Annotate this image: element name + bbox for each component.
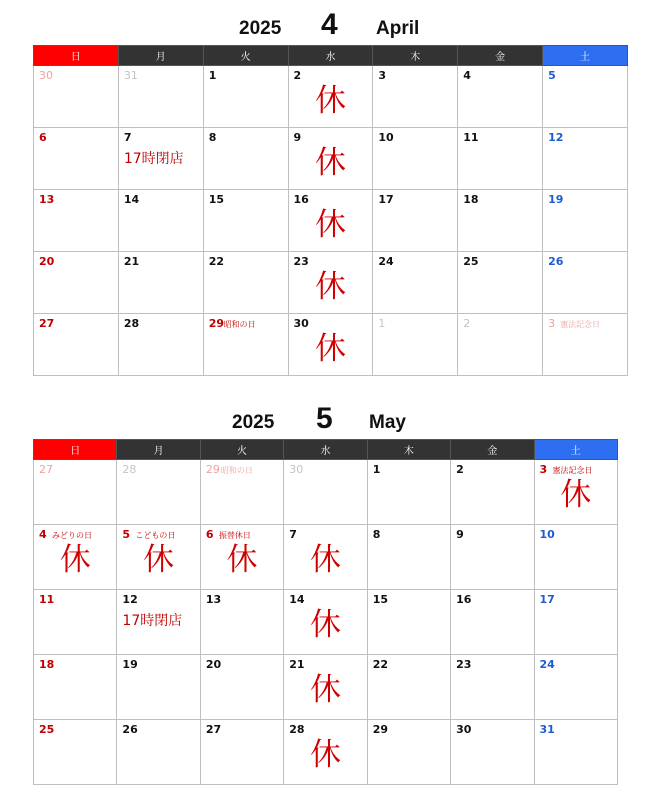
day-cell xyxy=(34,314,119,376)
day-cell xyxy=(458,190,543,252)
holiday-name: 昭和の日 xyxy=(220,466,253,475)
day-number: 24 xyxy=(539,658,555,671)
holiday-name: みどりの日 xyxy=(52,531,92,540)
day-cell xyxy=(288,190,373,252)
day-number: 2 xyxy=(293,69,302,82)
day-number: 16 xyxy=(456,593,472,606)
day-cell xyxy=(373,128,458,190)
day-cell xyxy=(200,655,283,720)
day-cell xyxy=(458,128,543,190)
day-cell xyxy=(117,460,200,525)
day-number: 21 xyxy=(289,658,305,671)
week-row xyxy=(34,590,618,655)
day-cell xyxy=(367,590,450,655)
weekday-friday: 金 xyxy=(458,46,543,66)
early-close-note: 17時閉店 xyxy=(123,151,184,167)
day-cell xyxy=(373,66,458,128)
day-number: 4 xyxy=(39,528,47,541)
day-number: 30 xyxy=(456,723,472,736)
day-number: 1 xyxy=(378,317,386,330)
day-cell xyxy=(451,460,534,525)
closed-mark: 休 xyxy=(143,542,175,578)
day-number: 26 xyxy=(122,723,138,736)
day-cell xyxy=(543,66,628,128)
day-number: 3 xyxy=(378,69,387,82)
day-number: 3 xyxy=(548,317,556,330)
holiday-name: 憲法記念日 xyxy=(552,466,593,475)
day-cell xyxy=(34,525,117,590)
day-cell xyxy=(534,720,617,785)
day-number: 30 xyxy=(289,463,304,476)
weekday-wednesday: 水 xyxy=(284,440,367,460)
day-cell xyxy=(534,460,617,525)
month-number: 4 xyxy=(321,8,338,41)
day-number: 18 xyxy=(463,193,479,206)
day-number: 15 xyxy=(372,593,388,606)
day-number: 13 xyxy=(205,593,222,606)
day-cell xyxy=(34,252,119,314)
day-cell xyxy=(203,252,288,314)
weekday-header-row xyxy=(34,440,618,460)
day-cell xyxy=(367,460,450,525)
day-number: 22 xyxy=(208,255,224,268)
day-number: 9 xyxy=(456,528,464,541)
day-number: 29 xyxy=(208,317,224,330)
day-number: 23 xyxy=(456,658,472,671)
day-cell xyxy=(534,655,617,720)
day-number: 6 xyxy=(39,131,47,144)
day-number: 8 xyxy=(208,131,217,144)
day-cell xyxy=(367,655,450,720)
day-number: 29 xyxy=(205,463,220,476)
day-number: 28 xyxy=(123,317,140,330)
day-cell xyxy=(118,252,203,314)
day-cell xyxy=(203,128,288,190)
weekday-wednesday: 水 xyxy=(288,46,373,66)
day-cell xyxy=(284,525,367,590)
day-cell xyxy=(451,525,534,590)
weekday-monday: 月 xyxy=(118,46,203,66)
day-number: 11 xyxy=(39,593,55,606)
closed-mark: 休 xyxy=(314,83,346,119)
day-number: 3 xyxy=(539,463,548,476)
holiday-name: 振替休日 xyxy=(218,531,251,540)
day-number: 31 xyxy=(123,69,138,82)
day-number: 23 xyxy=(293,255,309,268)
weekday-sunday: 日 xyxy=(34,440,117,460)
day-number: 18 xyxy=(39,658,55,671)
weekday-tuesday: 火 xyxy=(203,46,288,66)
closed-mark: 休 xyxy=(314,145,346,181)
day-cell xyxy=(203,314,288,376)
holiday-name: 憲法記念日 xyxy=(560,320,601,329)
day-number: 20 xyxy=(39,255,55,268)
day-number: 7 xyxy=(123,131,132,144)
day-number: 30 xyxy=(39,69,53,82)
day-number: 20 xyxy=(205,658,222,671)
month-name: April xyxy=(376,18,420,39)
day-number: 22 xyxy=(372,658,388,671)
week-row xyxy=(34,314,628,376)
day-number: 13 xyxy=(39,193,55,206)
day-cell xyxy=(118,128,203,190)
week-row xyxy=(34,460,618,525)
day-number: 14 xyxy=(123,193,140,206)
day-cell xyxy=(34,460,117,525)
day-number: 9 xyxy=(293,131,302,144)
day-cell xyxy=(534,590,617,655)
day-number: 1 xyxy=(208,69,217,82)
week-row xyxy=(34,525,618,590)
day-number: 12 xyxy=(122,593,138,606)
day-number: 25 xyxy=(39,723,55,736)
day-cell xyxy=(543,314,628,376)
weekday-sunday: 日 xyxy=(34,46,119,66)
day-number: 1 xyxy=(372,463,381,476)
day-number: 27 xyxy=(39,317,55,330)
day-cell xyxy=(284,460,367,525)
calendar-grid xyxy=(33,439,618,785)
day-cell xyxy=(373,252,458,314)
day-number: 28 xyxy=(122,463,137,476)
day-cell xyxy=(118,190,203,252)
day-number: 31 xyxy=(539,723,555,736)
day-cell xyxy=(284,655,367,720)
day-cell xyxy=(34,128,119,190)
month-number: 5 xyxy=(316,402,333,435)
weekday-saturday: 土 xyxy=(543,46,628,66)
day-cell xyxy=(200,460,283,525)
day-cell xyxy=(118,314,203,376)
day-cell xyxy=(367,720,450,785)
month-title xyxy=(0,398,647,440)
weekday-header-row xyxy=(34,46,628,66)
day-cell xyxy=(543,190,628,252)
day-cell xyxy=(288,252,373,314)
day-cell xyxy=(451,720,534,785)
day-number: 19 xyxy=(122,658,138,671)
weekday-monday: 月 xyxy=(117,440,200,460)
day-cell xyxy=(284,720,367,785)
day-number: 17 xyxy=(378,193,394,206)
weekday-friday: 金 xyxy=(451,440,534,460)
day-cell xyxy=(34,720,117,785)
day-number: 10 xyxy=(378,131,394,144)
day-cell xyxy=(117,720,200,785)
day-cell xyxy=(543,252,628,314)
day-cell xyxy=(200,590,283,655)
day-number: 5 xyxy=(548,69,556,82)
day-number: 29 xyxy=(372,723,388,736)
closed-mark: 休 xyxy=(309,737,341,773)
day-number: 17 xyxy=(539,593,555,606)
month-name: May xyxy=(369,412,406,433)
day-number: 8 xyxy=(372,528,381,541)
week-row xyxy=(34,190,628,252)
closed-mark: 休 xyxy=(309,672,341,708)
closed-mark: 休 xyxy=(309,607,341,643)
day-number: 2 xyxy=(456,463,464,476)
day-cell xyxy=(200,720,283,785)
day-cell xyxy=(458,314,543,376)
day-number: 30 xyxy=(293,317,309,330)
weekday-saturday: 土 xyxy=(534,440,617,460)
day-number: 26 xyxy=(548,255,564,268)
day-cell xyxy=(34,655,117,720)
day-cell xyxy=(203,190,288,252)
day-cell xyxy=(373,314,458,376)
day-cell xyxy=(543,128,628,190)
year-label: 2025 xyxy=(239,18,282,39)
day-cell xyxy=(34,190,119,252)
year-label: 2025 xyxy=(232,412,275,433)
closed-mark: 休 xyxy=(314,331,346,367)
calendar-grid xyxy=(33,45,628,376)
week-row xyxy=(34,128,628,190)
early-close-note: 17時閉店 xyxy=(122,613,183,629)
day-number: 6 xyxy=(205,528,214,541)
day-number: 28 xyxy=(289,723,305,736)
weekday-tuesday: 火 xyxy=(200,440,283,460)
day-number: 14 xyxy=(289,593,305,606)
day-number: 4 xyxy=(463,69,471,82)
day-cell xyxy=(284,590,367,655)
day-cell xyxy=(34,66,119,128)
day-number: 7 xyxy=(289,528,297,541)
day-cell xyxy=(34,590,117,655)
week-row xyxy=(34,252,628,314)
closed-mark: 休 xyxy=(309,542,341,578)
day-number: 16 xyxy=(293,193,309,206)
week-row xyxy=(34,655,618,720)
closed-mark: 休 xyxy=(314,269,346,305)
holiday-name: 昭和の日 xyxy=(223,320,256,329)
day-cell xyxy=(117,525,200,590)
day-number: 12 xyxy=(548,131,564,144)
closed-mark: 休 xyxy=(59,542,91,578)
day-cell xyxy=(288,128,373,190)
day-number: 5 xyxy=(122,528,131,541)
day-cell xyxy=(117,590,200,655)
month-title xyxy=(0,0,647,42)
day-number: 27 xyxy=(39,463,53,476)
day-number: 11 xyxy=(463,131,479,144)
day-cell xyxy=(373,190,458,252)
day-number: 24 xyxy=(378,255,394,268)
day-cell xyxy=(288,314,373,376)
week-row xyxy=(34,720,618,785)
day-number: 21 xyxy=(123,255,140,268)
day-cell xyxy=(367,525,450,590)
day-cell xyxy=(458,252,543,314)
day-cell xyxy=(117,655,200,720)
day-cell xyxy=(200,525,283,590)
closed-mark: 休 xyxy=(226,542,258,578)
weekday-thursday: 木 xyxy=(373,46,458,66)
holiday-name: こどもの日 xyxy=(135,531,176,540)
day-cell xyxy=(118,66,203,128)
closed-mark: 休 xyxy=(314,207,346,243)
day-number: 27 xyxy=(205,723,222,736)
closed-mark: 休 xyxy=(560,477,592,513)
day-cell xyxy=(288,66,373,128)
day-cell xyxy=(458,66,543,128)
day-number: 2 xyxy=(463,317,471,330)
day-cell xyxy=(451,590,534,655)
day-cell xyxy=(203,66,288,128)
week-row xyxy=(34,66,628,128)
day-number: 19 xyxy=(548,193,564,206)
day-number: 25 xyxy=(463,255,479,268)
day-number: 10 xyxy=(539,528,555,541)
day-number: 15 xyxy=(208,193,224,206)
weekday-thursday: 木 xyxy=(367,440,450,460)
day-cell xyxy=(534,525,617,590)
day-cell xyxy=(451,655,534,720)
